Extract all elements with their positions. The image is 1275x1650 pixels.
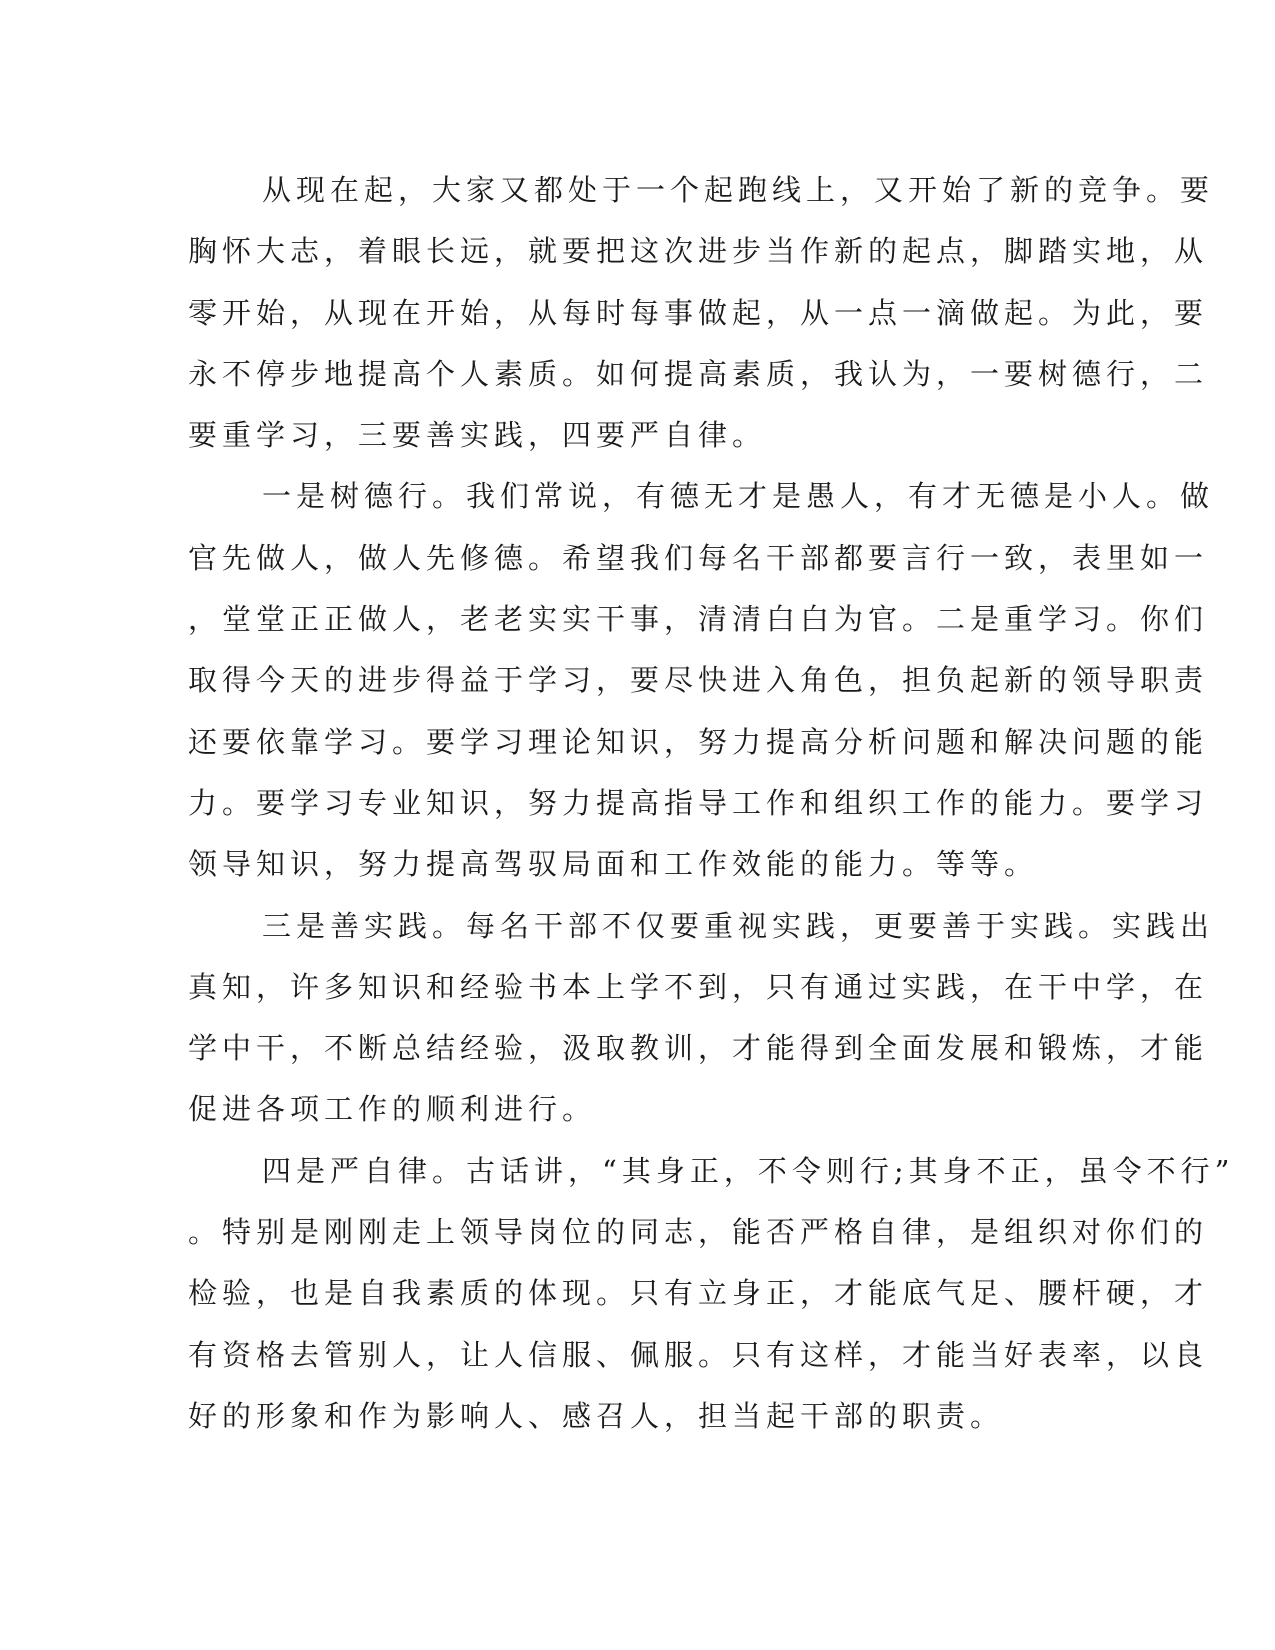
text-line: 真知，许多知识和经验书本上学不到，只有通过实践，在干中学，在 bbox=[188, 969, 1209, 1004]
paragraph-3 bbox=[188, 896, 1215, 1141]
text-line: 有资格去管别人，让人信服、佩服。只有这样，才能当好表率，以良 bbox=[188, 1337, 1209, 1372]
text-line: 零开始，从现在开始，从每时每事做起，从一点一滴做起。为此，要 bbox=[188, 295, 1209, 330]
document-body bbox=[188, 160, 1235, 1447]
text-line: 胸怀大志，着眼长远，就要把这次进步当作新的起点，脚踏实地，从 bbox=[188, 234, 1209, 269]
paragraph-4 bbox=[188, 1141, 1235, 1447]
text-line: 好的形象和作为影响人、感召人，担当起干部的职责。 bbox=[188, 1398, 1005, 1433]
paragraph-2 bbox=[188, 466, 1215, 895]
text-line: 一是树德行。我们常说，有德无才是愚人，有才无德是小人。做 bbox=[262, 479, 1215, 514]
text-line: 要重学习，三要善实践，四要严自律。 bbox=[188, 418, 767, 453]
text-line: 官先做人，做人先修德。希望我们每名干部都要言行一致，表里如一 bbox=[188, 540, 1209, 575]
text-line: 三是善实践。每名干部不仅要重视实践，更要善于实践。实践出 bbox=[262, 908, 1215, 943]
text-line: 四是严自律。古话讲，“其身正，不令则行;其身不正，虽令不行” bbox=[262, 1153, 1235, 1188]
text-line: 。特别是刚刚走上领导岗位的同志，能否严格自律，是组织对你们的 bbox=[188, 1215, 1209, 1250]
text-line: 取得今天的进步得益于学习，要尽快进入角色，担负起新的领导职责 bbox=[188, 663, 1209, 698]
text-line: 还要依靠学习。要学习理论知识，努力提高分析问题和解决问题的能 bbox=[188, 724, 1209, 759]
text-line: 从现在起，大家又都处于一个起跑线上，又开始了新的竞争。要 bbox=[262, 173, 1215, 207]
text-line: 领导知识，努力提高驾驭局面和工作效能的能力。等等。 bbox=[188, 847, 1039, 882]
paragraph-1 bbox=[188, 160, 1215, 466]
text-line: 永不停步地提高个人素质。如何提高素质，我认为，一要树德行，二 bbox=[188, 356, 1209, 391]
text-line: ，堂堂正正做人，老老实实干事，清清白白为官。二是重学习。你们 bbox=[188, 602, 1209, 637]
text-line: 检验，也是自我素质的体现。只有立身正，才能底气足、腰杆硬，才 bbox=[188, 1276, 1209, 1311]
text-line: 力。要学习专业知识，努力提高指导工作和组织工作的能力。要学习 bbox=[188, 785, 1209, 820]
text-line: 促进各项工作的顺利进行。 bbox=[188, 1092, 597, 1127]
text-line: 学中干，不断总结经验，汲取教训，才能得到全面发展和锻炼，才能 bbox=[188, 1031, 1209, 1066]
